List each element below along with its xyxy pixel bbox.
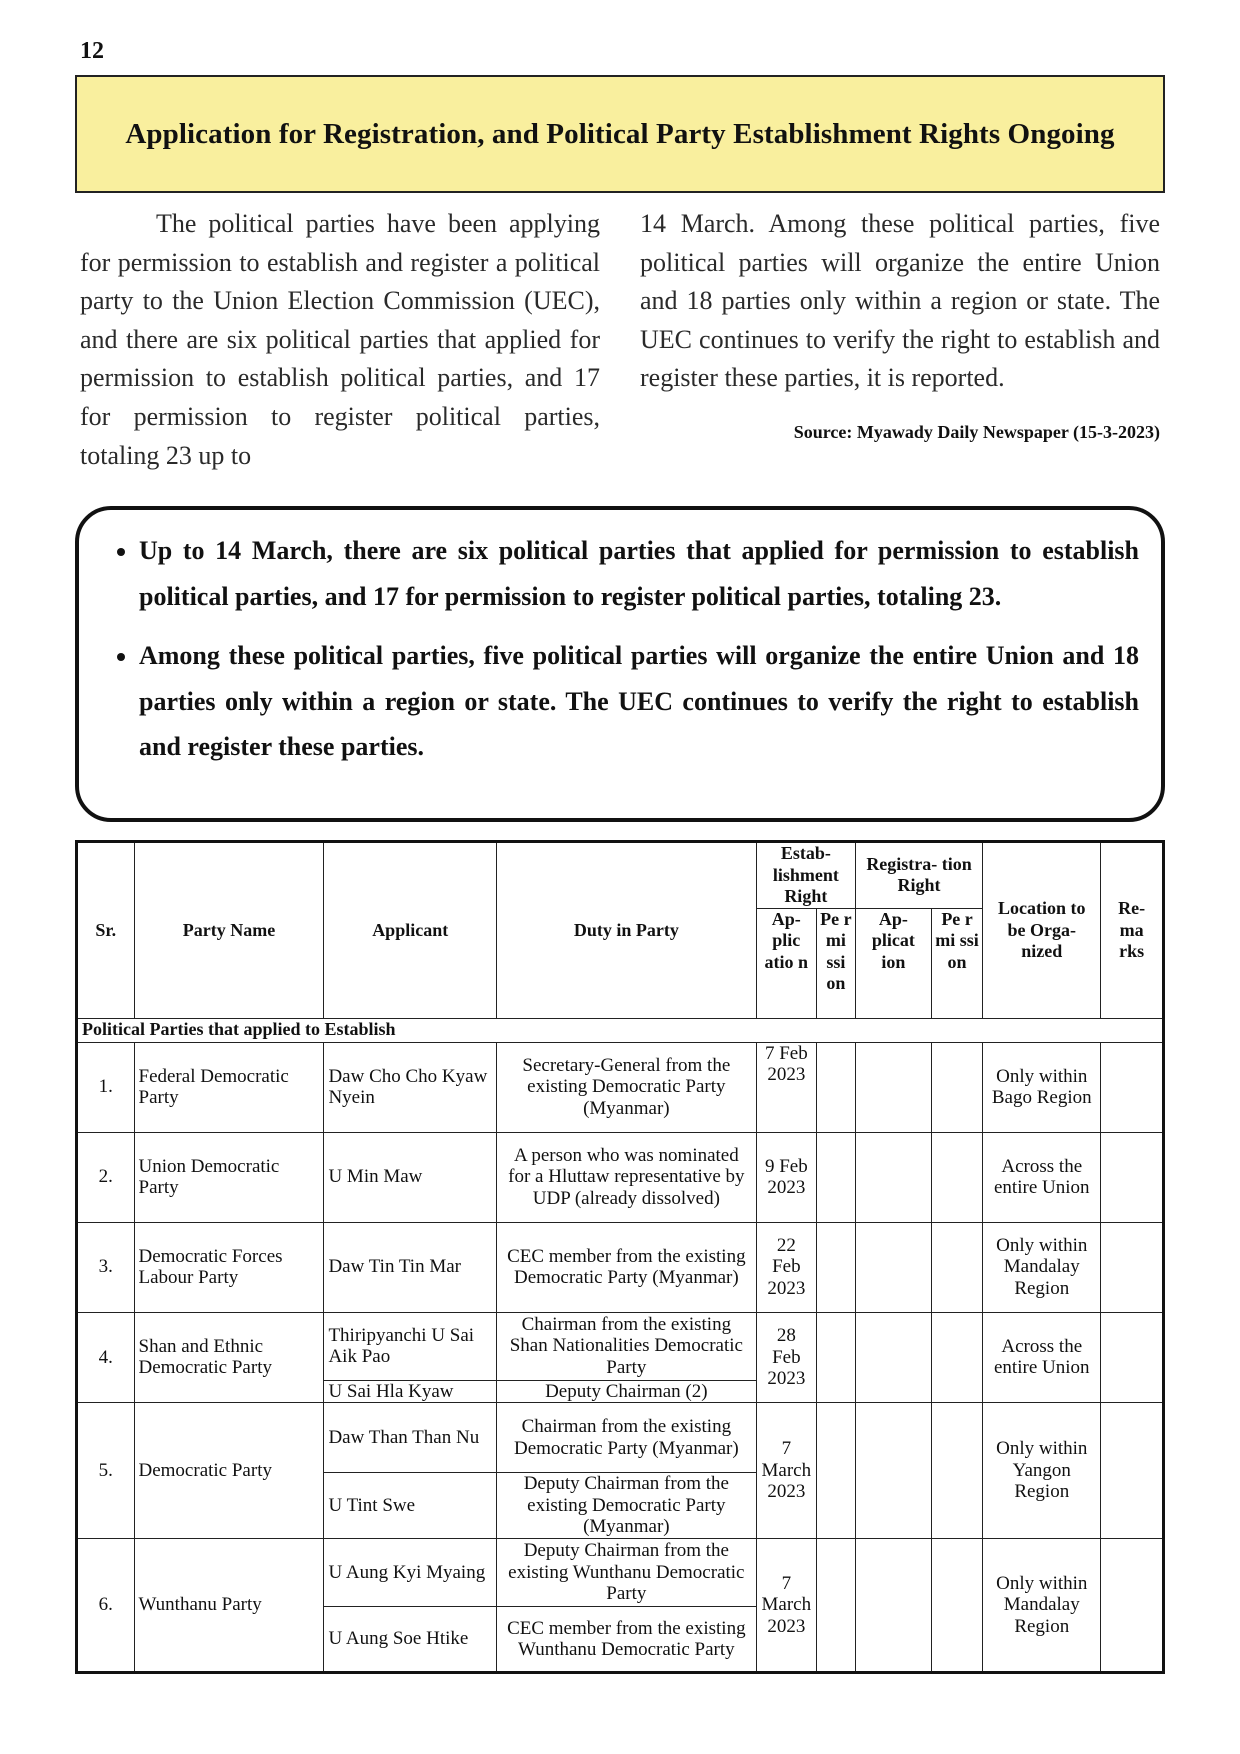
row-reg-permission	[931, 1403, 982, 1539]
row-sr: 3.	[77, 1222, 135, 1312]
article-right-text: 14 March. Among these political parties, five political parties will organize the entire Union and 18 parties only within a region or state. The UEC continues to verify the right to establish and register these parties, it is reported.	[640, 209, 1160, 393]
row-reg-application	[855, 1042, 931, 1132]
row-reg-application	[855, 1132, 931, 1222]
row-party: Democratic Forces Labour Party	[134, 1222, 324, 1312]
header-registration-right: Registra- tion Right	[855, 842, 982, 909]
row-date: 28 Feb 2023	[756, 1312, 816, 1403]
row-duty: Deputy Chairman (2)	[496, 1380, 756, 1403]
parties-table	[75, 840, 1165, 1674]
row-applicant: Daw Than Than Nu	[324, 1403, 497, 1473]
row-reg-application	[855, 1312, 931, 1403]
row-location: Only within Mandalay Region	[983, 1539, 1101, 1673]
table-row	[77, 1222, 1164, 1312]
row-reg-permission	[931, 1042, 982, 1132]
row-sr: 1.	[77, 1042, 135, 1132]
row-date: 7 March 2023	[756, 1539, 816, 1673]
row-remarks	[1101, 1132, 1164, 1222]
article-columns	[80, 205, 1160, 475]
row-location: Across the entire Union	[983, 1312, 1101, 1403]
row-est-permission	[816, 1539, 855, 1673]
row-est-permission	[816, 1042, 855, 1132]
row-duty: A person who was nominated for a Hluttaw representative by UDP (already dissolved)	[496, 1132, 756, 1222]
row-applicant: Daw Tin Tin Mar	[324, 1222, 497, 1312]
row-party: Democratic Party	[134, 1403, 324, 1539]
row-duty: CEC member from the existing Wunthanu Democratic Party	[496, 1607, 756, 1673]
row-party: Federal Democratic Party	[134, 1042, 324, 1132]
row-date: 22 Feb 2023	[756, 1222, 816, 1312]
row-applicant: U Aung Kyi Myaing	[324, 1539, 497, 1607]
row-sr: 4.	[77, 1312, 135, 1403]
row-reg-permission	[931, 1132, 982, 1222]
title-banner	[75, 75, 1165, 193]
article-left-text: The political parties have been applying for permission to establish and register a political party to the Union Election Commission (UEC), and there are six political parties that applied for permission to establish political parties, and 17 for permission to register political parties, totaling 23 up to	[80, 209, 600, 470]
row-party: Wunthanu Party	[134, 1539, 324, 1673]
section-label: Political Parties that applied to Establish	[77, 1018, 1164, 1042]
row-reg-application	[855, 1222, 931, 1312]
row-party: Union Democratic Party	[134, 1132, 324, 1222]
article-right-column	[640, 205, 1160, 475]
article-source: Source: Myawady Daily Newspaper (15-3-2023)	[793, 421, 1160, 442]
table-row	[77, 1403, 1164, 1473]
header-est-application: Ap- plic atio n	[756, 908, 816, 1018]
row-duty: Deputy Chairman from the existing Wunthanu Democratic Party	[496, 1539, 756, 1607]
summary-bullet: • Among these political parties, five political parties will organize the entire Union and 18 parties only within a region or state. The UEC continues to verify the right to establish and register these parties.	[139, 633, 1139, 770]
row-party: Shan and Ethnic Democratic Party	[134, 1312, 324, 1403]
row-reg-application	[855, 1539, 931, 1673]
page-title: Application for Registration, and Political Party Establishment Rights Ongoing	[125, 117, 1115, 150]
row-est-permission	[816, 1132, 855, 1222]
summary-bullet: • Up to 14 March, there are six political parties that applied for permission to establish political parties, and 17 for permission to register political parties, totaling 23.	[139, 528, 1139, 619]
header-establishment-right: Estab- lishment Right	[756, 842, 855, 909]
row-duty: CEC member from the existing Democratic Party (Myanmar)	[496, 1222, 756, 1312]
header-sr: Sr.	[77, 842, 135, 1019]
header-remarks: Re- ma rks	[1101, 842, 1164, 1019]
row-location: Across the entire Union	[983, 1132, 1101, 1222]
row-reg-application	[855, 1403, 931, 1539]
row-date: 7 March 2023	[756, 1403, 816, 1539]
row-duty: Chairman from the existing Democratic Party (Myanmar)	[496, 1403, 756, 1473]
row-applicant: Thiripyanchi U Sai Aik Pao	[324, 1312, 497, 1380]
row-applicant: Daw Cho Cho Kyaw Nyein	[324, 1042, 497, 1132]
row-remarks	[1101, 1042, 1164, 1132]
row-duty: Secretary-General from the existing Democratic Party (Myanmar)	[496, 1042, 756, 1132]
row-applicant: U Tint Swe	[324, 1473, 497, 1539]
header-location: Location to be Orga- nized	[983, 842, 1101, 1019]
summary-box	[75, 506, 1165, 822]
row-reg-permission	[931, 1539, 982, 1673]
row-duty: Deputy Chairman from the existing Democratic Party (Myanmar)	[496, 1473, 756, 1539]
row-reg-permission	[931, 1312, 982, 1403]
header-est-permission: Pe r mi ssi on	[816, 908, 855, 1018]
row-remarks	[1101, 1539, 1164, 1673]
row-applicant: U Min Maw	[324, 1132, 497, 1222]
table-row	[77, 1539, 1164, 1607]
table-row	[77, 1042, 1164, 1132]
row-applicant: U Aung Soe Htike	[324, 1607, 497, 1673]
row-date: 9 Feb 2023	[756, 1132, 816, 1222]
row-sr: 5.	[77, 1403, 135, 1539]
page-number: 12	[80, 38, 104, 64]
row-est-permission	[816, 1312, 855, 1403]
row-location: Only within Mandalay Region	[983, 1222, 1101, 1312]
row-applicant: U Sai Hla Kyaw	[324, 1380, 497, 1403]
header-reg-application: Ap- plicat ion	[855, 908, 931, 1018]
row-location: Only within Yangon Region	[983, 1403, 1101, 1539]
table-row	[77, 1132, 1164, 1222]
row-est-permission	[816, 1403, 855, 1539]
header-duty: Duty in Party	[496, 842, 756, 1019]
row-sr: 2.	[77, 1132, 135, 1222]
summary-list	[101, 528, 1139, 770]
header-reg-permission: Pe r mi ssi on	[931, 908, 982, 1018]
header-applicant: Applicant	[324, 842, 497, 1019]
row-duty: Chairman from the existing Shan Nationalities Democratic Party	[496, 1312, 756, 1380]
article-left-column	[80, 205, 600, 475]
row-remarks	[1101, 1222, 1164, 1312]
header-party-name: Party Name	[134, 842, 324, 1019]
row-remarks	[1101, 1312, 1164, 1403]
row-est-permission	[816, 1222, 855, 1312]
row-remarks	[1101, 1403, 1164, 1539]
row-location: Only within Bago Region	[983, 1042, 1101, 1132]
row-sr: 6.	[77, 1539, 135, 1673]
row-reg-permission	[931, 1222, 982, 1312]
row-date: 7 Feb 2023	[756, 1042, 816, 1132]
table-row	[77, 1312, 1164, 1380]
